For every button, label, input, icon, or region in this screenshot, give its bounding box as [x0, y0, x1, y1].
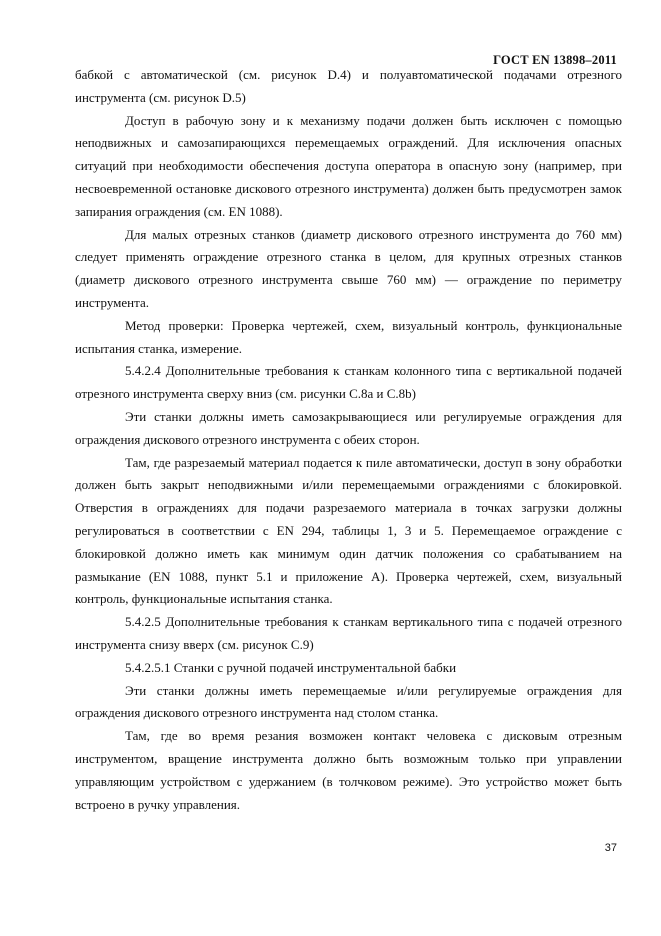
- document-body: [75, 64, 622, 816]
- paragraph-4: Метод проверки: Проверка чертежей, схем, визуальный контроль, функциональные испытания станка, измерение.: [75, 317, 622, 356]
- paragraph-2: Доступ в рабочую зону и к механизму подачи должен быть исключен с помощью неподвижных и самозапирающихся перемещаемых ограждений. Для исключения опасных ситуаций при необходимости обеспечения доступа оператора в опасную зону (например, при несвоевременной остановке дискового отрезного инструмента) должен быть предусмотрен замок запирания ограждения (см. EN 1088).: [75, 112, 622, 219]
- paragraph-6: Эти станки должны иметь самозакрывающиеся или регулируемые ограждения для ограждения дискового отрезного инструмента с обеих сторон.: [75, 408, 622, 447]
- paragraph-11: Там, где во время резания возможен контакт человека с дисковым отрезным инструментом, вращение инструмента должно быть возможным только при управлении управляющим устройством с удержанием (в толчковом режиме). Это устройство может быть встроено в ручку управления.: [75, 728, 622, 812]
- section-heading-5-4-2-5-1: 5.4.2.5.1 Станки с ручной подачей инструментальной бабки: [125, 659, 457, 675]
- section-heading-5-4-2-5: 5.4.2.5 Дополнительные требования к станкам вертикального типа с подачей отрезного инструмента снизу вверх (см. рисунок С.9): [75, 614, 622, 652]
- paragraph-10: Эти станки должны иметь перемещаемые и/или регулируемые ограждения для ограждения дискового отрезного инструмента над столом станка.: [75, 682, 622, 721]
- paragraph-7: Там, где разрезаемый материал подается к пиле автоматически, доступ в зону обработки должен быть закрыт неподвижными и/или перемещаемыми ограждениями с блокировкой. Отверстия в ограждениях для подачи разрезаемого материала в точках загрузки должны регулироваться в соответствии с EN 294, таблицы 1, 3 и 5. Перемещаемое ограждение с блокировкой должно иметь как минимум один датчик положения со срабатыванием на размыкание (EN 1088, пункт 5.1 и приложение А). Проверка чертежей, схем, визуальный контроль, функциональные испытания станка.: [75, 454, 622, 607]
- page-number: 37: [604, 842, 617, 854]
- standard-header: ГОСТ EN 13898–2011: [493, 53, 617, 67]
- section-heading-5-4-2-4: 5.4.2.4 Дополнительные требования к станкам колонного типа с вертикальной подачей отрезного инструмента сверху вниз (см. рисунки С.8a и С.8b): [75, 363, 622, 402]
- paragraph-3: Для малых отрезных станков (диаметр дискового отрезного инструмента до 760 мм) следует применять ограждение отрезного станка в целом, для крупных отрезных станков (диаметр дискового отрезного инструмента свыше 760 мм) — ограждение по периметру инструмента.: [75, 226, 622, 310]
- paragraph-1: бабкой с автоматической (см. рисунок D.4) и полуавтоматической подачами отрезного инструмента (см. рисунок D.5): [75, 67, 622, 105]
